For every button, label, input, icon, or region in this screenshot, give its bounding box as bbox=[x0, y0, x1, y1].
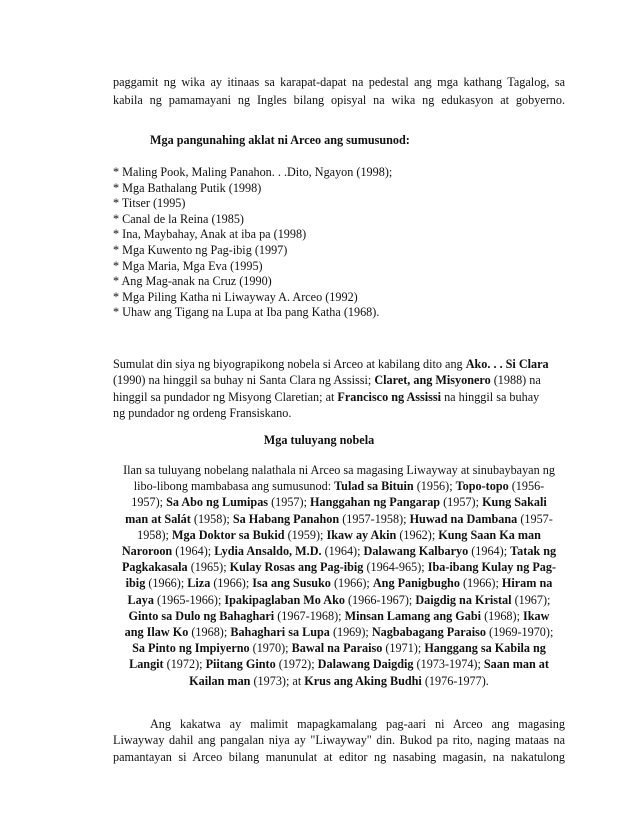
book-title: Francisco ng Assissi bbox=[337, 389, 442, 404]
novel-title: Isa ang Susuko bbox=[252, 576, 331, 591]
novel-title: man at Salát bbox=[125, 511, 191, 526]
novels-text: (1965-1966); bbox=[153, 592, 225, 607]
novels-text: (1966); bbox=[210, 576, 253, 591]
list-item: * Mga Bathalang Putik (1998) bbox=[113, 180, 262, 195]
novels-text: (1967-1968); bbox=[274, 608, 345, 623]
novels-text: (1971); bbox=[382, 641, 425, 656]
novel-title: Dalawang Kalbaryo bbox=[363, 544, 469, 559]
novels-text: (1956); bbox=[413, 479, 456, 494]
bio-text: hinggil sa pundador ng Misyong Claretian; at bbox=[113, 389, 338, 404]
novels-text: (1958); bbox=[190, 511, 233, 526]
bio-text: Sumulat din siya ng biyograpikong nobela si Arceo at kabilang dito ang bbox=[113, 357, 466, 371]
novels-line bbox=[110, 673, 568, 689]
bio-text: na hinggil sa buhay bbox=[441, 389, 540, 404]
novels-text: (1964); bbox=[172, 544, 215, 559]
novel-title: Ikaw ay Akin bbox=[326, 527, 397, 542]
biography-paragraph bbox=[113, 356, 553, 422]
novels-text: (1969); bbox=[329, 625, 372, 640]
novels-text: (1966); bbox=[145, 576, 188, 591]
bio-line: ng pundador ng ordeng Fransiskano. bbox=[113, 406, 292, 421]
novels-text: (1957-1958); bbox=[339, 511, 410, 526]
novels-text: (1966-1967); bbox=[344, 592, 416, 607]
novels-line bbox=[110, 494, 568, 510]
bio-text: (1990) na hinggil sa buhay ni Santa Clara ng Assissi; bbox=[113, 373, 375, 388]
novels-text: (1956- bbox=[508, 479, 545, 494]
novels-heading: Mga tuluyang nobela bbox=[263, 433, 375, 447]
list-item: * Canal de la Reina (1985) bbox=[113, 211, 244, 226]
novel-title: Piitang Ginto bbox=[205, 657, 276, 672]
books-list bbox=[113, 165, 565, 321]
novels-text: 1958); bbox=[137, 527, 172, 542]
intro-paragraph bbox=[113, 74, 565, 109]
novel-title: Tulad sa Bituin bbox=[334, 479, 414, 494]
novel-title: Langit bbox=[129, 657, 164, 672]
novels-text: (1962); bbox=[396, 527, 439, 542]
novel-title: Sa Pinto ng Impiyerno bbox=[132, 641, 250, 656]
novel-title: Nagbabagang Paraiso bbox=[371, 625, 486, 640]
list-item: * Maling Pook, Maling Panahon. . .Dito, Ngayon (1998); bbox=[113, 165, 393, 179]
novels-text: (1972); bbox=[275, 657, 318, 672]
novel-title: Tatak ng bbox=[510, 544, 557, 559]
novel-title: ang Ilaw Ko bbox=[124, 625, 189, 640]
novels-line bbox=[110, 640, 568, 656]
bio-line bbox=[113, 372, 553, 388]
novel-title: Huwad na Dambana bbox=[409, 511, 518, 526]
book-title: Claret, ang Misyonero bbox=[374, 373, 491, 388]
list-item: * Uhaw ang Tigang na Lupa at Iba pang Katha (1968). bbox=[113, 305, 380, 320]
novels-text: (1973); at bbox=[250, 673, 305, 688]
novel-title: Iba-ibang Kulay ng Pag- bbox=[427, 560, 557, 575]
novels-text: (1970); bbox=[249, 641, 292, 656]
bio-line bbox=[113, 389, 553, 405]
novel-title: Krus ang Aking Budhi bbox=[304, 673, 422, 688]
novel-title: Kulay Rosas ang Pag-ibig bbox=[229, 560, 364, 575]
novel-title: Ang Panigbugho bbox=[372, 576, 460, 591]
intro-line: kabila ng pamamayani ng Ingles bilang opisyal na wika ng edukasyon at gobyerno. bbox=[113, 93, 565, 108]
novels-line bbox=[110, 478, 568, 494]
novels-line bbox=[110, 624, 568, 640]
bio-text: (1988) na bbox=[490, 373, 541, 388]
book-title: Ako. . . Si Clara bbox=[465, 357, 549, 371]
novels-line bbox=[110, 543, 568, 559]
novels-line bbox=[110, 511, 568, 527]
novels-text: (1976-1977). bbox=[421, 673, 489, 688]
novels-text: (1964); bbox=[468, 544, 511, 559]
novels-text: (1972); bbox=[163, 657, 206, 672]
novels-line bbox=[110, 656, 568, 672]
novel-title: Minsan Lamang ang Gabi bbox=[344, 608, 482, 623]
novels-text: (1966); bbox=[459, 576, 502, 591]
closing-line: Liwayway dahil ang pangalan niya ay "Liwayway" din. Bukod pa rito, naging mataas na bbox=[113, 733, 565, 748]
novel-title: Ginto sa Dulo ng Bahaghari bbox=[128, 608, 275, 623]
novel-title: Liza bbox=[187, 576, 211, 591]
intro-line: paggamit ng wika ay itinaas sa karapat-dapat na pedestal ang mga kathang Tagalog, sa bbox=[113, 75, 565, 89]
closing-paragraph bbox=[113, 716, 565, 765]
novels-paragraph bbox=[110, 462, 568, 689]
list-item: * Mga Kuwento ng Pag-ibig (1997) bbox=[113, 242, 288, 257]
novel-title: Pagkakasala bbox=[121, 560, 188, 575]
novel-title: Hanggang sa Kabila ng bbox=[424, 641, 546, 656]
novels-text: (1967); bbox=[511, 592, 551, 607]
novels-line bbox=[110, 559, 568, 575]
novel-title: Laya bbox=[127, 592, 154, 607]
novel-title: Bahaghari sa Lupa bbox=[230, 625, 330, 640]
novels-text: (1957); bbox=[268, 495, 311, 510]
novel-title: Ipakipaglaban Mo Ako bbox=[224, 592, 345, 607]
novels-text: (1968); bbox=[188, 625, 231, 640]
list-item: * Ina, Maybahay, Anak at iba pa (1998) bbox=[113, 227, 307, 242]
novels-text: (1964-965); bbox=[363, 560, 428, 575]
novel-title: Naroroon bbox=[121, 544, 173, 559]
closing-line: pamantayan si Arceo bilang manunulat at editor ng nasabing magasin, na nakatulong bbox=[113, 749, 565, 764]
novel-title: Daigdig na Kristal bbox=[415, 592, 512, 607]
novels-text: (1964); bbox=[321, 544, 364, 559]
novels-line: Ilan sa tuluyang nobelang nalathala ni Arceo sa magasing Liwayway at sinubaybayan ng bbox=[123, 463, 555, 477]
novels-text: libo-libong mambabasa ang sumusunod: bbox=[133, 479, 335, 494]
novels-text: (1973-1974); bbox=[413, 657, 484, 672]
novel-title: Hiram na bbox=[501, 576, 553, 591]
novels-text: (1959); bbox=[284, 527, 327, 542]
novels-text: (1966); bbox=[330, 576, 373, 591]
novels-text: (1968); bbox=[481, 608, 524, 623]
novel-title: Saan man at bbox=[483, 657, 549, 672]
novels-text: (1957- bbox=[517, 511, 553, 526]
closing-line: Ang kakatwa ay malimit mapagkamalang pag-aari ni Arceo ang magasing bbox=[150, 717, 565, 731]
novels-text: (1957); bbox=[440, 495, 483, 510]
novels-text: (1965); bbox=[187, 560, 230, 575]
novel-title: Mga Doktor sa Bukid bbox=[171, 527, 285, 542]
novel-title: Sa Abo ng Lumipas bbox=[166, 495, 269, 510]
novel-title: ibig bbox=[125, 576, 146, 591]
novel-title: Sa Habang Panahon bbox=[232, 511, 340, 526]
novels-line bbox=[110, 608, 568, 624]
list-item: * Titser (1995) bbox=[113, 196, 186, 211]
list-item: * Ang Mag-anak na Cruz (1990) bbox=[113, 274, 272, 289]
list-item: * Mga Maria, Mga Eva (1995) bbox=[113, 258, 263, 273]
bio-line bbox=[113, 356, 553, 372]
novel-title: Dalawang Daigdig bbox=[317, 657, 414, 672]
novel-title: Bawal na Paraiso bbox=[291, 641, 383, 656]
novel-title: Kung Sakali bbox=[482, 495, 547, 510]
novels-text: 1957); bbox=[131, 495, 167, 510]
novel-title: Kung Saan Ka man bbox=[438, 527, 541, 542]
novel-title: Topo-topo bbox=[455, 479, 509, 494]
novels-text: (1969-1970); bbox=[485, 625, 554, 640]
novel-title: Ikaw bbox=[523, 608, 550, 623]
list-item: * Mga Piling Katha ni Liwayway A. Arceo (1992) bbox=[113, 289, 358, 304]
books-heading: Mga pangunahing aklat ni Arceo ang sumusunod: bbox=[150, 133, 410, 147]
novels-line bbox=[110, 592, 568, 608]
novel-title: Kailan man bbox=[189, 673, 251, 688]
novel-title: Hanggahan ng Pangarap bbox=[310, 495, 441, 510]
novels-line bbox=[110, 575, 568, 591]
novel-title: Lydia Ansaldo, M.D. bbox=[214, 544, 322, 559]
novels-line bbox=[110, 527, 568, 543]
